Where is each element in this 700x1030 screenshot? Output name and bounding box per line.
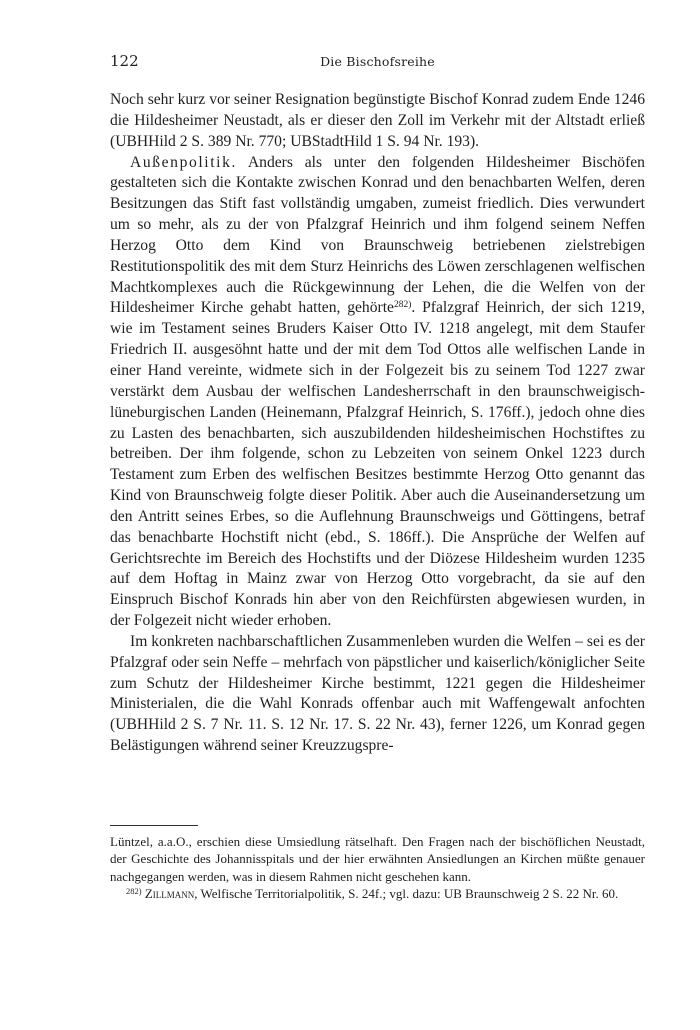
footnote-continuation: Lüntzel, a.a.O., erschien diese Umsiedlung rätselhaft. Den Fragen nach der bischöflichen Neustadt, der Geschichte des Johannisspitals und der hier erwähnten Ansiedlungen an Kirchen müßte genauer nachgegangen werden, was in diesem Rahmen nicht geschehen kann. — [110, 834, 645, 884]
paragraph-2-text-a: Anders als unter den folgenden Hildesheimer Bischöfen gestalteten sich die Kontakte zwischen Konrad und den benachbarten Welfen, deren Besitzungen das Stift fast vollständig umgaben, zumeist friedlich. Dies verwundert um so mehr, als zu der von Pfalzgraf Heinrich und ihm folgend seinem Neffen Herzog Otto dem Kind von Braunschweig betriebenen zielstrebigen Restitutionspolitik des mit dem Sturz Heinrichs des Löwen zerschlagenen welfischen Machtkomplexes auch die Rückgewinnung der Lehen, die die Welfen von der Hildesheimer Kirche gehabt hatten, gehörte — [110, 153, 645, 317]
paragraph-3: Im konkreten nachbarschaftlichen Zusammenleben wurden die Welfen – sei es der Pfalzgraf oder sein Neffe – mehrfach von päpstlicher und kaiserlich/königlicher Seite zum Schutz der Hildesheimer Kirche bestimmt, 1221 gegen die Hildesheimer Ministerialen, die die Wahl Konrads offenbar auch mit Waffengewalt anfochten (UBHHild 2 S. 7 Nr. 11. S. 12 Nr. 17. S. 22 Nr. 43), ferner 1226, um Konrad gegen Belästigungen während seiner Kreuzzugspre- — [110, 632, 645, 755]
footnote-divider — [110, 825, 198, 826]
body-text — [110, 90, 645, 757]
section-heading: Außenpolitik. — [130, 153, 237, 171]
footnote-282 — [110, 885, 645, 902]
footnotes — [110, 833, 645, 902]
footnote-reference[interactable]: 282) — [393, 300, 412, 311]
paragraph-2-text-b: . Pfalzgraf Heinrich, der sich 1219, wie im Testament seines Bruders Kaiser Otto IV. 1218 angelegt, mit dem Staufer Friedrich II. ausgesöhnt hatte und der mit dem Tod Ottos alle welfischen Lande in einer Hand vereinte, widmete sich in der Folgezeit bis zu seinem Tod 1227 zwar verstärkt dem Ausbau der welfischen Landesherrschaft in den braunschweigisch-lüneburgischen Landen (Heinemann, Pfalzgraf Heinrich, S. 176ff.), jedoch ohne dies zu Lasten des benachbarten, sich auszubildenden hildesheimischen Hochstiftes zu betreiben. Der ihm folgende, schon zu Lebzeiten von seinem Onkel 1223 durch Testament zum Erben des welfischen Besitzes bestimmte Herzog Otto genannt das Kind von Braunschweig folgte dieser Politik. Aber auch die Auseinandersetzung um den Antritt seines Erbes, so die Auflehnung Braunschweigs und Göttingens, betraf das benachbarte Hochstift nicht (ebd., S. 186ff.). Die Ansprüche der Welfen auf Gerichtsrechte im Bereich des Hochstifts und der Diözese Hildesheim wurden 1235 auf dem Hoftag in Mainz zwar von Herzog Otto vorgebracht, da sie auf den Einspruch Bischof Konrads hin aber von den Reichfürsten abgewiesen wurden, in der Folgezeit nicht wieder erhoben. — [110, 299, 646, 630]
footnote-282-mark: 282) — [126, 885, 142, 896]
page-number: 122 — [110, 52, 139, 70]
page-header — [110, 52, 645, 76]
footnote-282-author: Zillmann — [144, 885, 195, 901]
paragraph-1: Noch sehr kurz vor seiner Resignation begünstigte Bischof Konrad zudem Ende 1246 die Hildesheimer Neustadt, als er dieser den Zoll im Verkehr mit der Altstadt erließ (UBHHild 2 S. 389 Nr. 770; UBStadtHild 1 S. 94 Nr. 193). — [110, 91, 645, 150]
paragraph-2 — [110, 153, 645, 632]
footnote-282-text: , Welfische Territorialpolitik, S. 24f.; vgl. dazu: UB Braunschweig 2 S. 22 Nr. 60. — [194, 885, 619, 901]
running-title: Die Bischofsreihe — [320, 54, 435, 69]
